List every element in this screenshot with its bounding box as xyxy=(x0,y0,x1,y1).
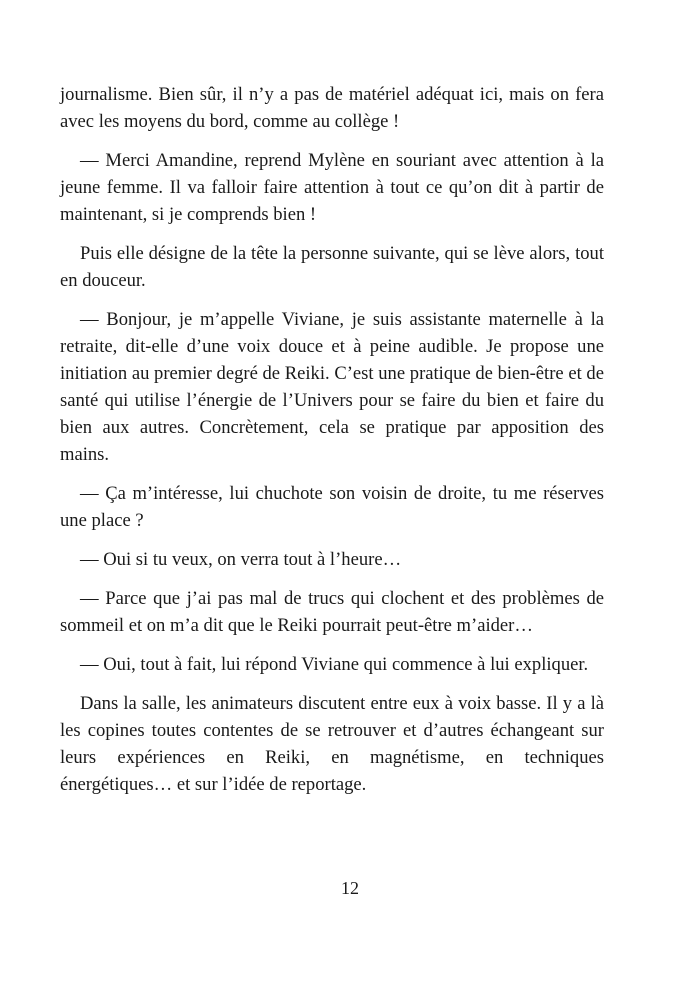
paragraph-dialogue-reply: — Oui si tu veux, on verra tout à l’heure… xyxy=(80,549,402,570)
paragraph-dialogue-mylene: — Merci Amandine, reprend Mylène en souriant avec attention à la jeune femme. Il va falloir faire attention à tout ce qu’on dit à partir de maintenant, si je comprends bien ! xyxy=(60,150,604,225)
paragraph-dialogue-voisin: — Ça m’intéresse, lui chuchote son voisin de droite, tu me réserves une place ? xyxy=(60,483,604,531)
paragraph-dialogue-viviane: — Bonjour, je m’appelle Viviane, je suis assistante maternelle à la retraite, dit-elle d’une voix douce et à peine audible. Je propose une initiation au premier degré de Reiki. C’est une pratique de bien-être et de santé qui utilise l’énergie de l’Univers pour se faire du bien et faire du bien aux autres. Concrètement, cela se pratique par apposition des mains. xyxy=(60,309,604,465)
paragraph-continuation: journalisme. Bien sûr, il n’y a pas de matériel adéquat ici, mais on fera avec les moyens du bord, comme au collège ! xyxy=(60,84,604,132)
paragraph-dialogue-viviane-reply: — Oui, tout à fait, lui répond Viviane qui commence à lui expliquer. xyxy=(80,654,589,675)
paragraph-dialogue-problems: — Parce que j’ai pas mal de trucs qui clochent et des problèmes de sommeil et on m’a dit que le Reiki pourrait peut-être m’aider… xyxy=(60,588,604,636)
page-number: 12 xyxy=(341,878,359,898)
body-text xyxy=(60,81,604,810)
paragraph-narration-salle: Dans la salle, les animateurs discutent entre eux à voix basse. Il y a là les copines toutes contentes de se retrouver et d’autres échangeant sur leurs expériences en Reiki, en magnétisme, en techniques énergétiques… et sur l’idée de reportage. xyxy=(60,693,604,795)
paragraph-narration: Puis elle désigne de la tête la personne suivante, qui se lève alors, tout en douceur. xyxy=(60,243,604,291)
